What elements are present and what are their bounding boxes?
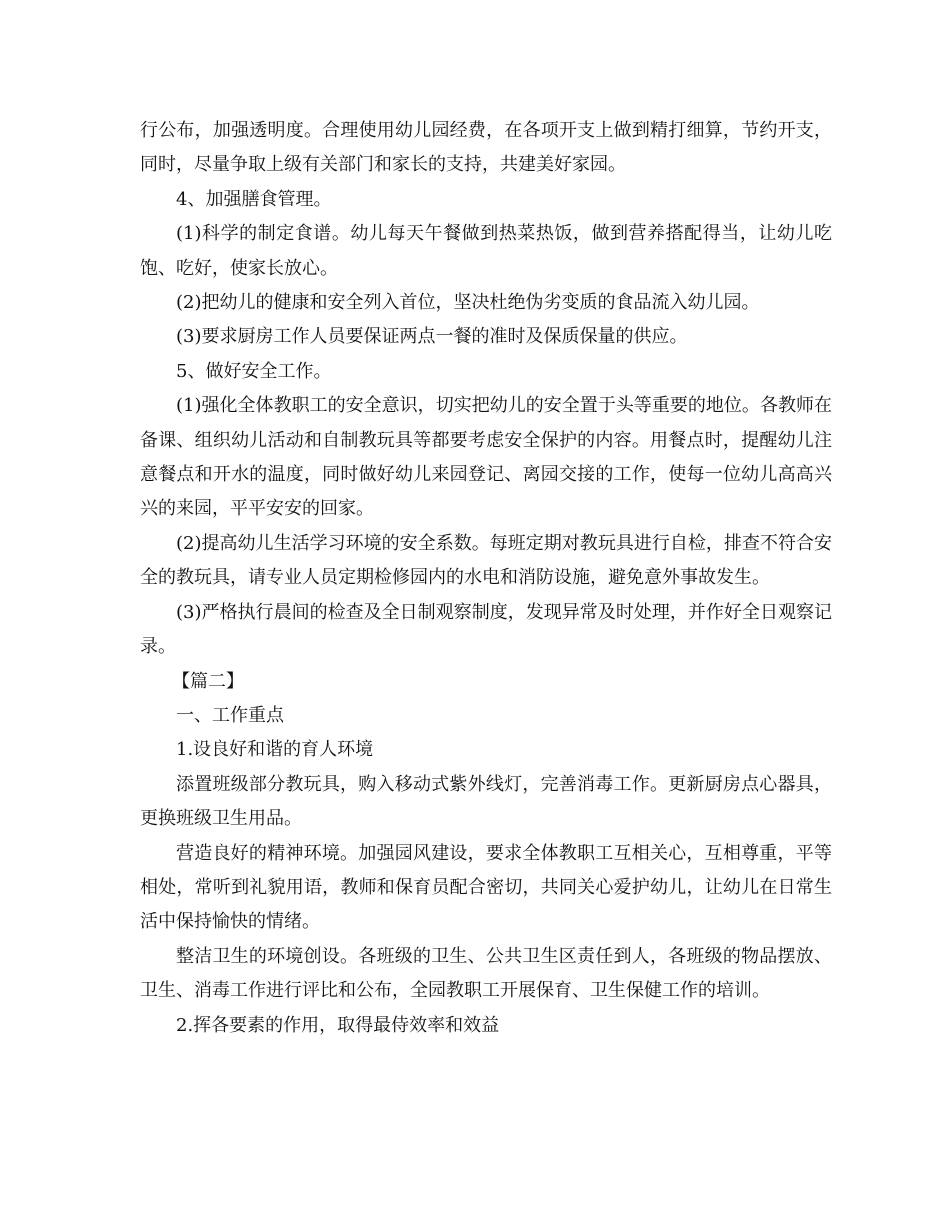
section-heading-safety: 5、做好安全工作。: [176, 360, 332, 382]
section-heading-work-focus: 一、工作重点: [176, 704, 284, 726]
paragraph-spiritual-environment: 营造良好的精神环境。加强园风建设，要求全体教职工互相关心，互相尊重，平等相处，常听到礼貌用语，教师和保育员配合密切，共同关心爱护幼儿，让幼儿在日常生活中保持愉快的情绪。: [140, 842, 832, 933]
list-item-meal-3: (3)要求厨房工作人员要保证两点一餐的准时及保质保量的供应。: [176, 326, 688, 348]
paragraph-hygiene-environment: 整洁卫生的环境创设。各班级的卫生、公共卫生区责任到人，各班级的物品摆放、卫生、消毒工作进行评比和公布，全园教职工开展保育、卫生保健工作的培训。: [140, 945, 832, 1002]
part-two-heading: 【篇二】: [172, 670, 244, 692]
list-item-meal-1: (1)科学的制定食谱。幼儿每天午餐做到热菜热饭，做到营养搭配得当，让幼儿吃饱、吃好，使家长放心。: [140, 223, 832, 279]
list-item-meal-2: (2)把幼儿的健康和安全列入首位，坚决杜绝伪劣变质的食品流入幼儿园。: [176, 292, 760, 314]
subheading-environment: 1.设良好和谐的育人环境: [176, 739, 374, 761]
section-heading-meal-management: 4、加强膳食管理。: [176, 188, 332, 210]
list-item-safety-3: (3)严格执行晨间的检查及全日制观察制度，发现异常及时处理，并作好全日观察记录。: [140, 601, 832, 658]
list-item-safety-1: (1)强化全体教职工的安全意识，切实把幼儿的安全置于头等重要的地位。各教师在备课、组织幼儿活动和自制教玩具等都要考虑安全保护的内容。用餐点时，提醒幼儿注意餐点和开水的温度，同时做好幼儿来园登记、离园交接的工作，使每一位幼儿高高兴兴的来园，平平安安的回家。: [140, 395, 832, 520]
subheading-efficiency: 2.挥各要素的作用，取得最侍效率和效益: [176, 1014, 500, 1036]
list-item-safety-2: (2)提高幼儿生活学习环境的安全系数。每班定期对教玩具进行自检，排查不符合安全的教玩具，请专业人员定期检修园内的水电和消防设施，避免意外事故发生。: [140, 532, 832, 589]
paragraph-budget-continuation: 行公布，加强透明度。合理使用幼儿园经费，在各项开支上做到精打细算，节约开支，同时，尽量争取上级有关部门和家长的支持，共建美好家园。: [140, 120, 832, 176]
paragraph-equipment: 添置班级部分教玩具，购入移动式紫外线灯，完善消毒工作。更新厨房点心器具，更换班级卫生用品。: [140, 773, 832, 830]
